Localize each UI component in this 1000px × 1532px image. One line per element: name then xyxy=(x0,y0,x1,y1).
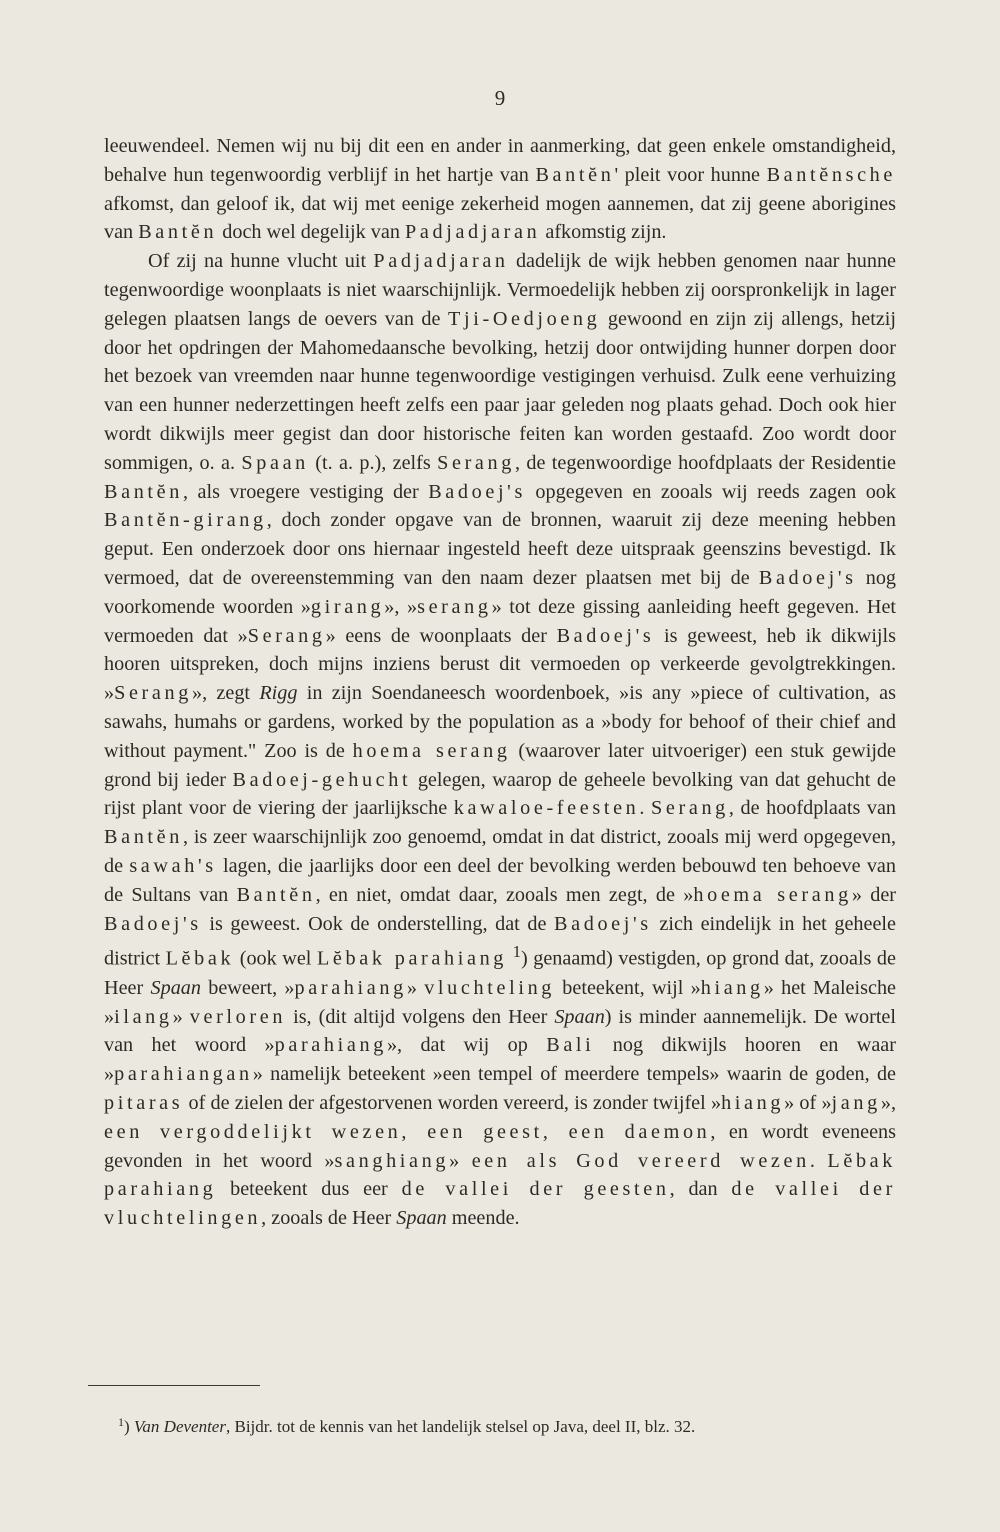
italic-term: Rigg xyxy=(259,682,298,705)
text-run: », » xyxy=(384,595,418,618)
text-run: doch wel degelijk van xyxy=(217,221,406,244)
spaced-term: Badoej's xyxy=(554,912,652,935)
text-run: ) genaamd) vestigden, op grond dat, zooals de Heer xyxy=(104,948,896,999)
footnote-marker: 1 xyxy=(118,1415,124,1429)
spaced-term: girang xyxy=(310,595,385,618)
spaced-term: Bantĕn xyxy=(104,480,183,503)
italic-term: Spaan xyxy=(554,1005,605,1028)
spaced-term: sawah's xyxy=(129,854,217,877)
spaced-term: hoema serang xyxy=(693,883,852,906)
footnote xyxy=(118,1410,918,1439)
spaced-term: Bantĕn-girang xyxy=(104,509,267,532)
text-run: , als vroegere vestiging der xyxy=(183,480,429,503)
footnote-text xyxy=(124,1417,695,1436)
spaced-term: een als God vereerd wezen xyxy=(471,1149,810,1172)
footnote-reference: 1 xyxy=(512,942,521,962)
spaced-term: Bantĕn xyxy=(236,883,316,906)
text-run: ' pleit voor hunne xyxy=(614,163,767,186)
text-run: » xyxy=(449,1149,472,1172)
spaced-term: hiang xyxy=(721,1092,785,1115)
spaced-term: Lĕbak xyxy=(165,948,235,971)
spaced-term: serang xyxy=(417,595,492,618)
spaced-term: jang xyxy=(831,1092,881,1115)
text-run: , Bijdr. tot de kennis van het landelijk stelsel op Java, deel II, blz. 32. xyxy=(225,1417,696,1436)
spaced-term: een vergoddelijkt wezen, een geest, een daemon xyxy=(104,1120,711,1143)
spaced-term: Bantĕn xyxy=(104,826,183,849)
spaced-term: Spaan xyxy=(241,451,309,474)
text-run: , de tegenwoordige hoofdplaats der Residentie xyxy=(514,451,897,474)
spaced-term: Bali xyxy=(546,1034,595,1057)
spaced-term: Badoej's xyxy=(104,912,202,935)
text-run: ) is minder aannemelijk. De wortel van het woord » xyxy=(104,1005,896,1057)
spaced-term: Bantĕn xyxy=(535,163,615,186)
text-run: », xyxy=(880,1092,896,1115)
text-run: nog dikwijls hooren en waar » xyxy=(104,1034,896,1086)
italic-term: Spaan xyxy=(150,976,201,999)
text-run: dadelijk de wijk hebben genomen naar hunne tegenwoordige woonplaats is niet waarschijnlijk. Vermoedelijk hebben zij oorspronkelijk in lager gelegen plaatsen langs de oevers van de xyxy=(104,250,896,330)
spaced-term: Badoej's xyxy=(556,624,655,647)
text-run: in zijn Soendaneesch woordenboek, »is any »piece of cultivation, as sawahs, humahs or gardens, worked by the population as a »body for behoof of their chief and without payment." Zoo is de xyxy=(104,682,896,762)
spaced-term: pitaras xyxy=(104,1092,184,1115)
text-run: is geweest. Ook de onderstelling, dat de xyxy=(201,912,555,935)
text-run: , doch zonder opgave van de bronnen, waaruit zij deze meening hebben geput. Een onderzoek door ons hiernaar ingesteld heeft deze uitspraak geenszins bevestigd. Ik vermoed, dat de overeenstemming van den naam dezer plaatsen met bij de xyxy=(104,509,896,589)
text-run: » xyxy=(406,976,425,999)
text-run: , en niet, omdat daar, zooals men zegt, de » xyxy=(315,883,694,906)
text-run: », dat wij op xyxy=(386,1034,547,1057)
spaced-term: Serang xyxy=(651,797,729,820)
page-number: 9 xyxy=(494,86,506,110)
paragraph xyxy=(104,132,896,247)
text-run: of de zielen der afgestorvenen worden vereerd, is zonder twijfel » xyxy=(183,1092,722,1115)
text-run: , zooals de Heer xyxy=(261,1207,397,1230)
text-run: meende. xyxy=(446,1207,520,1230)
spaced-term: Serang xyxy=(114,682,192,705)
spaced-term: Padjadjaran xyxy=(405,221,541,244)
text-run: . xyxy=(809,1149,828,1172)
spaced-term: Lĕbak parahiang xyxy=(316,948,508,971)
spaced-term: Serang xyxy=(247,624,326,647)
text-run: lagen, die jaarlijks door een deel der bevolking werden bebouwd ten behoeve van de Sultans van xyxy=(104,854,896,906)
spaced-term: Badoej-gehucht xyxy=(232,768,412,791)
spaced-term: de vallei der vluchtelingen xyxy=(104,1178,896,1230)
spaced-term: Badoej's xyxy=(428,480,526,503)
text-run: opgegeven en zooals wij reeds zagen ook xyxy=(525,480,896,503)
text-run: afkomstig zijn. xyxy=(540,221,667,244)
text-run: gelegen, waarop de geheele bevolking van dat gehucht de rijst plant voor de viering der jaarlijksche xyxy=(104,768,896,820)
text-run: leeuwendeel. Nemen wij nu bij dit een en ander in aanmerking, dat geen enkele omstandigheid, behalve hun tegenwoordig verblijf in het hartje van xyxy=(104,135,896,186)
spaced-term: verloren xyxy=(189,1005,287,1028)
body-text xyxy=(104,132,896,1233)
text-run: » namelijk beteekent »een tempel of meerdere tempels» waarin de goden, de xyxy=(252,1063,896,1086)
text-run: is geweest, heb ik dikwijls hooren uitspreken, doch mijns inziens berust dit vermoeden op verkeerde gevolgtrekkingen. » xyxy=(104,624,897,705)
paragraph xyxy=(104,247,896,1233)
text-run: » der xyxy=(851,883,897,906)
text-run: . xyxy=(639,797,652,820)
text-run: » het Maleische » xyxy=(104,976,896,1028)
text-run: is, (dit altijd volgens den Heer xyxy=(286,1005,555,1028)
spaced-term: Lĕbak parahiang xyxy=(104,1149,897,1201)
spaced-term: hiang xyxy=(700,976,764,999)
text-run: » of » xyxy=(784,1092,832,1115)
spaced-term: parahiang xyxy=(274,1034,387,1057)
text-run: nog voorkomende woorden » xyxy=(104,566,897,618)
text-run: » eens de woonplaats der xyxy=(325,624,557,647)
italic-term: Van Deventer xyxy=(133,1417,226,1436)
spaced-term: Padjadjaran xyxy=(373,250,509,273)
text-run: afkomst, dan geloof ik, dat wij met eenige zekerheid mogen aannemen, dat zij geene aborigines van xyxy=(104,192,896,244)
text-run: , dan xyxy=(669,1178,732,1201)
spaced-term: parahiang xyxy=(294,976,407,999)
spaced-term: Bantĕn xyxy=(138,221,218,244)
text-run: , en wordt eveneens gevonden in het woord » xyxy=(104,1120,896,1172)
text-run: , de hoofdplaats van xyxy=(728,797,897,820)
text-run: (waarover later uitvoeriger) een stuk gewijde grond bij ieder xyxy=(104,739,896,791)
italic-term: Spaan xyxy=(396,1207,447,1230)
text-run: » xyxy=(172,1005,190,1028)
footnote-divider xyxy=(88,1385,260,1386)
spaced-term: Tji-Oedjoeng xyxy=(448,307,601,330)
text-run: , is zeer waarschijnlijk zoo genoemd, omdat in dat district, zooals mij werd opgegeven, de xyxy=(104,826,896,877)
spaced-term: Badoej's xyxy=(758,566,857,589)
spaced-term: hoema serang xyxy=(352,739,511,762)
text-run: Of zij na hunne vlucht uit xyxy=(148,250,374,273)
text-run: (ook wel xyxy=(234,948,317,971)
text-run: (t. a. p.), zelfs xyxy=(308,451,438,474)
text-run: ) xyxy=(124,1417,134,1436)
text-run: », zegt xyxy=(191,682,260,705)
text-run: beteekent, wijl » xyxy=(555,976,701,999)
text-run: zich eindelijk in het geheele district xyxy=(104,912,896,971)
text-run: beteekent dus eer xyxy=(216,1178,402,1201)
spaced-term: de vallei der geesten xyxy=(401,1178,670,1201)
text-run: gewoond en zijn zij allengs, hetzij door het opdringen der Mahomedaansche bevolking, hetzij door ontwijding hunner dorpen door het bezoek van vreemden naar hunne tegenwoordige vestigingen verhuisd. Zulk eene verhuizing van een hunner nederzettingen heeft zelfs een paar jaar geleden nog plaats gehad. Doch ook hier wordt dikwijls meer gegist dan door historische feiten kan worden gestaafd. Zoo wordt door sommigen, o. a. xyxy=(104,307,896,474)
spaced-term: ilang xyxy=(114,1005,173,1028)
text-run: » tot deze gissing aanleiding heeft gegeven. Het vermoeden dat » xyxy=(104,595,897,647)
spaced-term: sanghiang xyxy=(334,1149,450,1172)
spaced-term: Serang xyxy=(437,451,515,474)
spaced-term: vluchteling xyxy=(424,976,556,999)
spaced-term: Bantĕnsche xyxy=(766,163,896,186)
spaced-term: kawaloe-feesten xyxy=(453,797,640,820)
spaced-term: parahiangan xyxy=(114,1063,253,1086)
text-run: beweert, » xyxy=(200,976,295,999)
